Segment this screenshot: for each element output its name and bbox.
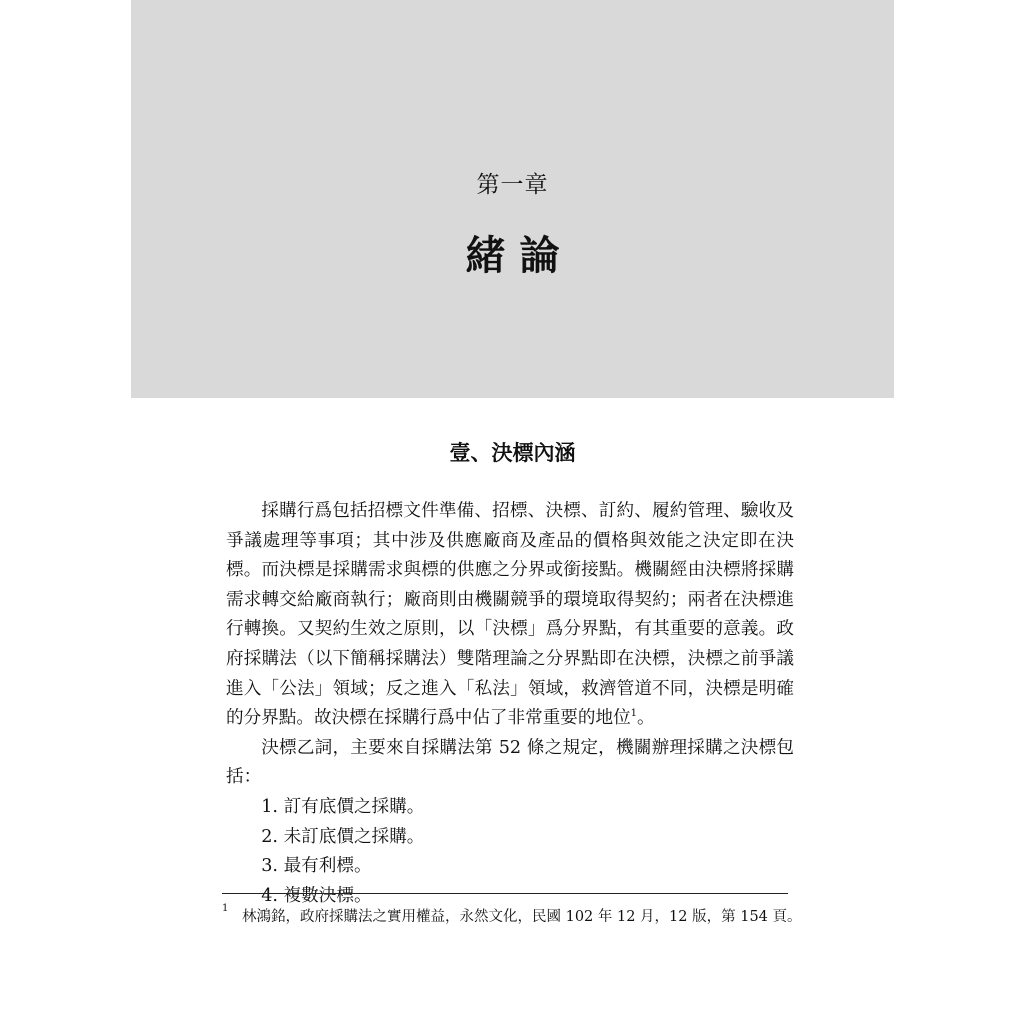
list-item: 4. 複數決標。 [261,885,372,906]
chapter-title: 緒論 [465,232,574,279]
list-item: 2. 未訂底價之採購。 [261,826,425,847]
footnote-mark: 1 [222,903,229,914]
list-item: 1. 訂有底價之採購。 [261,796,425,817]
paragraph-end: 。 [637,708,655,729]
chapter-number: 第一章 [476,172,549,198]
footnote-text: 林鴻銘，政府採購法之實用權益，永然文化，民國 102 年 12 月，12 版，第 154 頁。 [242,909,802,925]
list-item: 3. 最有利標。 [261,856,372,877]
section-heading: 壹、決標內涵 [449,441,576,465]
footnote-divider [222,893,788,894]
paragraph [226,497,794,734]
chapter-banner [131,0,894,398]
body-text [226,497,794,911]
paragraph-text: 採購行爲包括招標文件準備、招標、決標、訂約、履約管理、驗收及爭議處理等事項；其中涉及供應廠商及產品的價格與效能之決定即在決標。而決標是採購需求與標的供應之分界或銜接點。機關經由決標將採購需求轉交給廠商執行；廠商則由機關競爭的環境取得契約；兩者在決標進行轉換。又契約生效之原則，以「決標」爲分界點，有其重要的意義。政府採購法（以下簡稱採購法）雙階理論之分界點即在決標，決標之前爭議進入「公法」領域；反之進入「私法」領域，救濟管道不同，決標是明確的分界點。故決標在採購行爲中佔了非常重要的地位 [226,501,794,729]
paragraph: 決標乙詞，主要來自採購法第 52 條之規定，機關辦理採購之決標包括： [226,737,794,788]
footnote-reference[interactable]: 1 [630,708,638,720]
